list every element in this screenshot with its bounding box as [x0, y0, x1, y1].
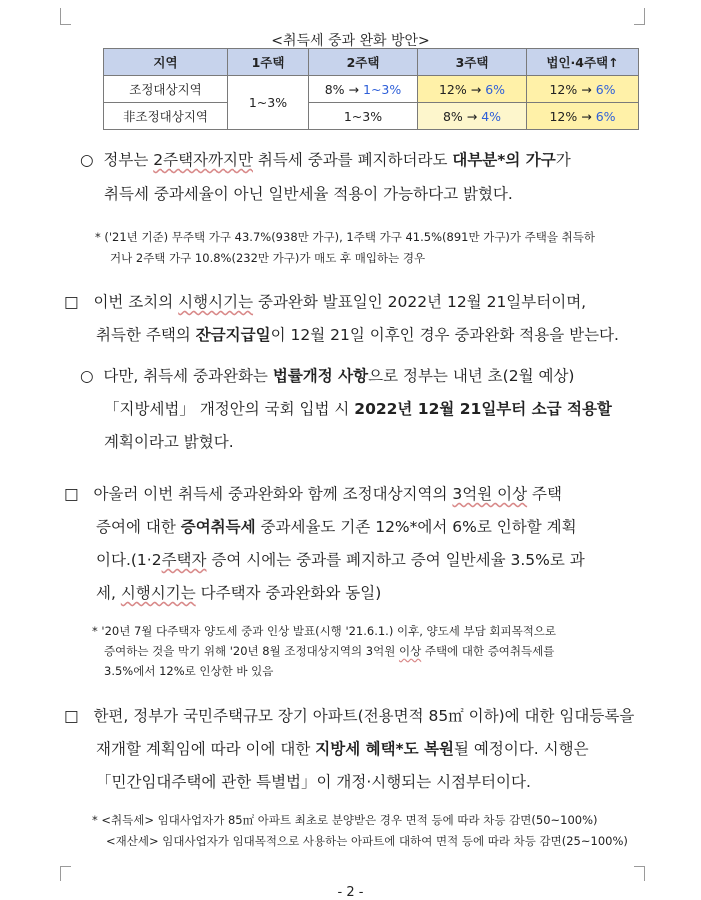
- paragraph-rental-line3: 「민간임대주택에 관한 특별법」이 개정·시행되는 시점부터이다.: [96, 773, 531, 791]
- crop-mark-bottom-left: [60, 866, 71, 881]
- paragraph-law-amendment-line1: ○ 다만, 취득세 중과완화는 법률개정 사항으로 정부는 내년 초(2월 예상): [80, 367, 575, 385]
- cell-three-house-rate: 8% → 4%: [418, 103, 527, 130]
- cell-four-house-rate: 12% → 6%: [527, 103, 639, 130]
- paragraph-effective-date-line2: 취득한 주택의 잔금지급일이 12월 21일 이후인 경우 중과완화 적용을 받는다.: [96, 326, 619, 344]
- tax-table: [103, 48, 639, 130]
- paragraph-law-amendment-line3: 계획이라고 밝혔다.: [104, 433, 234, 451]
- footnote-household-line1: * ('21년 기준) 무주택 가구 43.7%(938만 가구), 1주택 가구 41.5%(891만 가구)가 주택을 취득하: [95, 230, 595, 244]
- footnote-rental-line2: <재산세> 임대사업자가 임대목적으로 사용하는 아파트에 대하여 면적 등에 따라 차등 감면(25~100%): [106, 834, 628, 848]
- page-number: - 2 -: [337, 885, 364, 900]
- table-row: [104, 103, 639, 130]
- paragraph-rental-line1: □ 한편, 정부가 국민주택규모 장기 아파트(전용면적 85㎡ 이하)에 대한 임대등록을: [64, 707, 635, 725]
- cell-three-house-rate: 12% → 6%: [418, 76, 527, 103]
- paragraph-government-line1: ○ 정부는 2주택자까지만 취득세 중과를 폐지하더라도 대부분*의 가구가: [80, 151, 571, 169]
- bullet-square: □: [64, 707, 79, 725]
- cell-one-house-rate: 1~3%: [228, 76, 309, 130]
- table-row: [104, 76, 639, 103]
- crop-mark-bottom-right: [634, 866, 645, 881]
- cell-region: 非조정대상지역: [104, 103, 228, 130]
- footnote-household-line2: 거나 2주택 가구 10.8%(232만 가구)가 매도 후 매입하는 경우: [110, 251, 426, 265]
- footnote-gift-tax-line2: 증여하는 것을 막기 위해 '20년 8월 조정대상지역의 3억원 이상 주택에 대한 증여취득세를: [104, 644, 555, 658]
- bullet-square: □: [64, 293, 79, 311]
- footnote-gift-tax-line1: * '20년 7월 다주택자 양도세 중과 인상 발표(시행 '21.6.1.) 이후, 양도세 부담 회피목적으로: [92, 624, 557, 638]
- header-three-house: 3주택: [418, 49, 527, 76]
- crop-mark-top-left: [60, 8, 71, 25]
- paragraph-gift-tax-line1: □ 아울러 이번 취득세 중과완화와 함께 조정대상지역의 3억원 이상 주택: [64, 485, 562, 503]
- cell-four-house-rate: 12% → 6%: [527, 76, 639, 103]
- bullet-circle: ○: [80, 151, 94, 169]
- table-header-row: [104, 49, 639, 76]
- header-one-house: 1주택: [228, 49, 309, 76]
- cell-region: 조정대상지역: [104, 76, 228, 103]
- paragraph-law-amendment-line2: 「지방세법」 개정안의 국회 입법 시 2022년 12월 21일부터 소급 적용할: [104, 400, 612, 418]
- cell-two-house-rate: 1~3%: [309, 103, 418, 130]
- header-corp-four-house: 법인·4주택↑: [527, 49, 639, 76]
- cell-two-house-rate: 8% → 1~3%: [309, 76, 418, 103]
- paragraph-gift-tax-line3: 이다.(1·2주택자 증여 시에는 중과를 폐지하고 증여 일반세율 3.5%로 과: [96, 551, 585, 569]
- header-region: 지역: [104, 49, 228, 76]
- table-caption: <취득세 중과 완화 방안>: [271, 33, 430, 49]
- paragraph-effective-date-line1: □ 이번 조치의 시행시기는 중과완화 발표일인 2022년 12월 21일부터이며,: [64, 293, 587, 311]
- paragraph-rental-line2: 재개할 계획임에 따라 이에 대한 지방세 혜택*도 복원될 예정이다. 시행은: [96, 740, 589, 758]
- paragraph-gift-tax-line4: 세, 시행시기는 다주택자 중과완화와 동일): [96, 584, 382, 602]
- paragraph-government-line2: 취득세 중과세율이 아닌 일반세율 적용이 가능하다고 밝혔다.: [104, 185, 513, 203]
- crop-mark-top-right: [634, 8, 645, 25]
- header-two-house: 2주택: [309, 49, 418, 76]
- footnote-gift-tax-line3: 3.5%에서 12%로 인상한 바 있음: [104, 664, 274, 678]
- footnote-rental-line1: * <취득세> 임대사업자가 85㎡ 아파트 최초로 분양받은 경우 면적 등에 따라 차등 감면(50~100%): [92, 813, 598, 827]
- bullet-circle: ○: [80, 367, 94, 385]
- paragraph-gift-tax-line2: 증여에 대한 증여취득세 중과세율도 기존 12%*에서 6%로 인하할 계획: [96, 518, 577, 536]
- bullet-square: □: [64, 485, 79, 503]
